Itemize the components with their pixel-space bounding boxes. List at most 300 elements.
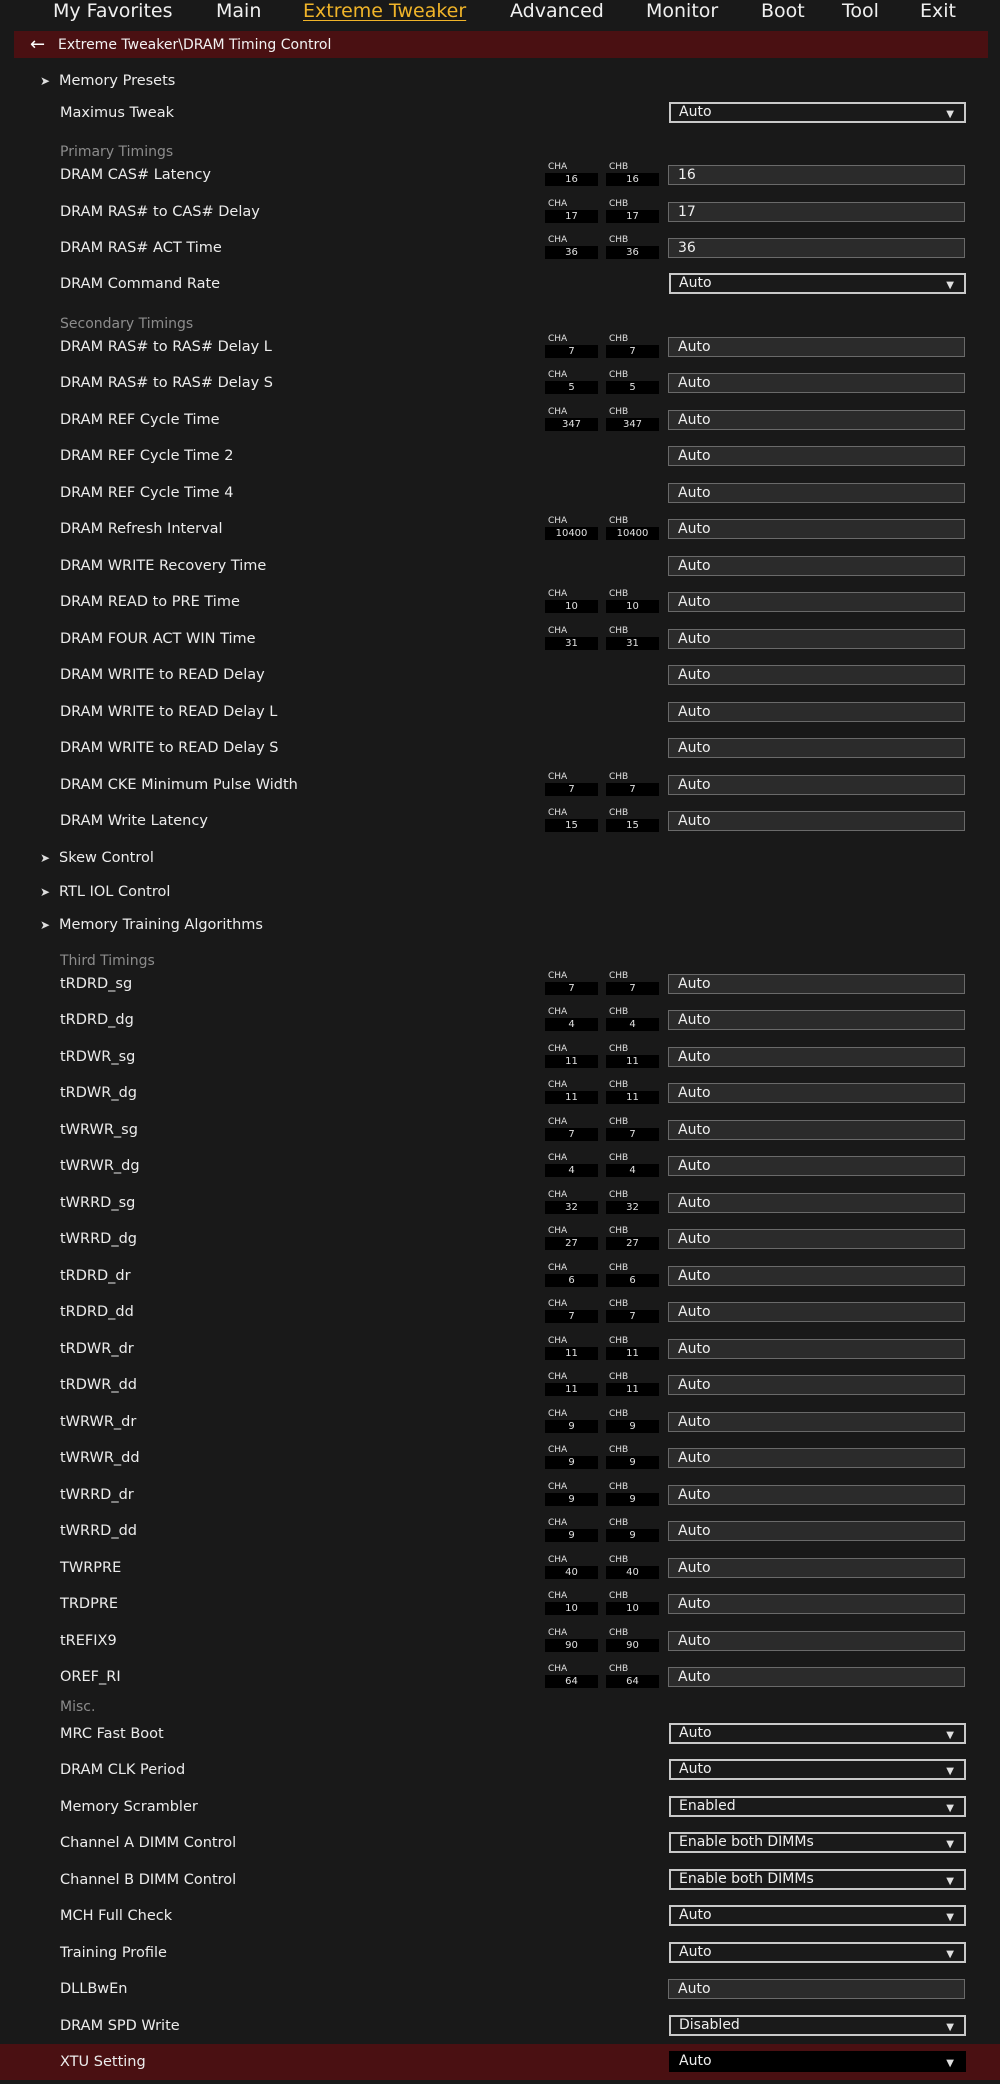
- channel-b-label: CHB: [609, 1445, 629, 1455]
- channel-b-readout: [606, 235, 659, 260]
- setting-row-dram-command-rate[interactable]: [0, 266, 1000, 302]
- maximus-tweak-dropdown[interactable]: [669, 102, 966, 123]
- dram-write-to-read-delay-s-label: DRAM WRITE to READ Delay S: [60, 740, 279, 756]
- setting-row-dram-read-to-pre-time[interactable]: [0, 584, 1000, 620]
- setting-row-trdwr-sg[interactable]: [0, 1039, 1000, 1075]
- setting-row-mrc-fast-boot[interactable]: [0, 1716, 1000, 1752]
- dllbwen-input[interactable]: Auto: [668, 1979, 965, 1999]
- dram-command-rate-label: DRAM Command Rate: [60, 276, 221, 292]
- dram-clk-period-label: DRAM CLK Period: [60, 1762, 186, 1778]
- channel-b-label: CHB: [609, 1299, 629, 1309]
- channel-b-label: CHB: [609, 516, 629, 526]
- dram-cas-latency-label: DRAM CAS# Latency: [60, 167, 212, 183]
- dram-four-act-win-time-input[interactable]: Auto: [668, 629, 965, 649]
- setting-row-trdwr-dr[interactable]: [0, 1331, 1000, 1367]
- channel-a-label: CHA: [548, 1190, 568, 1200]
- setting-row-dllbwen[interactable]: [0, 1971, 1000, 2007]
- channel-b-label: CHB: [609, 1628, 629, 1638]
- setting-row-trdrd-dd[interactable]: [0, 1294, 1000, 1330]
- channel-b-label: CHB: [609, 772, 629, 782]
- channel-a-label: CHA: [548, 1518, 568, 1528]
- dram-write-latency-input[interactable]: Auto: [668, 811, 965, 831]
- channel-b-readout: [606, 407, 659, 432]
- setting-row-dram-clk-period[interactable]: [0, 1752, 1000, 1788]
- trdrd-sg-input[interactable]: Auto: [668, 974, 965, 994]
- channel-a-value: 40: [545, 1566, 598, 1579]
- channel-a-readout: [545, 1299, 598, 1324]
- setting-row-twrpre[interactable]: [0, 1550, 1000, 1586]
- mch-full-check-value: Auto: [679, 1907, 712, 1923]
- setting-row-trdrd-sg[interactable]: [0, 966, 1000, 1002]
- channel-b-label: CHB: [609, 1007, 629, 1017]
- channel-a-value: 10: [545, 600, 598, 613]
- dram-command-rate-dropdown[interactable]: [669, 273, 966, 294]
- trdpre-input[interactable]: Auto: [668, 1594, 965, 1614]
- channel-a-readout: [545, 1482, 598, 1507]
- channel-a-label: CHA: [548, 1591, 568, 1601]
- channel-b-readout: [606, 1591, 659, 1616]
- setting-row-twrwr-dr[interactable]: [0, 1404, 1000, 1440]
- channel-a-label: CHA: [548, 199, 568, 209]
- channel-a-label: CHA: [548, 1445, 568, 1455]
- channel-a-readout: [545, 407, 598, 432]
- channel-a-value: 11: [545, 1091, 598, 1104]
- setting-row-trdrd-dr[interactable]: [0, 1258, 1000, 1294]
- setting-row-dram-write-to-read-delay[interactable]: [0, 657, 1000, 693]
- channel-b-value: 10: [606, 1602, 659, 1615]
- memory-scrambler-dropdown[interactable]: [669, 1796, 966, 1817]
- setting-row-dram-cke-minimum-pulse-width[interactable]: [0, 767, 1000, 803]
- channel-a-readout: [545, 1555, 598, 1580]
- channel-a-readout: [545, 1591, 598, 1616]
- trdwr-dd-input[interactable]: Auto: [668, 1375, 965, 1395]
- channel-a-value: 16: [545, 173, 598, 186]
- dram-ref-cycle-time-2-input[interactable]: Auto: [668, 446, 965, 466]
- setting-row-dram-write-latency[interactable]: [0, 803, 1000, 839]
- channel-a-readout: [545, 808, 598, 833]
- channel-b-label: CHB: [609, 334, 629, 344]
- dram-ref-cycle-time-4-label: DRAM REF Cycle Time 4: [60, 485, 234, 501]
- dram-ref-cycle-time-4-input[interactable]: Auto: [668, 483, 965, 503]
- setting-row-skew-control[interactable]: [0, 840, 1000, 876]
- caret-down-icon: ▼: [946, 1730, 954, 1741]
- dram-ras-act-time-input[interactable]: 36: [668, 238, 965, 258]
- channel-b-dimm-control-value: Enable both DIMMs: [679, 1871, 814, 1887]
- setting-row-dram-write-recovery-time[interactable]: [0, 548, 1000, 584]
- dram-ras-to-ras-delay-l-input[interactable]: Auto: [668, 337, 965, 357]
- setting-row-trdpre[interactable]: [0, 1586, 1000, 1622]
- trdwr-dg-label: tRDWR_dg: [60, 1085, 137, 1101]
- channel-a-readout: [545, 235, 598, 260]
- channel-a-value: 11: [545, 1347, 598, 1360]
- channel-b-label: CHB: [609, 370, 629, 380]
- caret-down-icon: ▼: [946, 1912, 954, 1923]
- twrwr-dr-input[interactable]: Auto: [668, 1412, 965, 1432]
- channel-b-value: 9: [606, 1456, 659, 1469]
- channel-b-readout: [606, 1482, 659, 1507]
- channel-b-value: 15: [606, 819, 659, 832]
- dram-write-to-read-delay-input[interactable]: Auto: [668, 665, 965, 685]
- twrrd-dg-input[interactable]: Auto: [668, 1229, 965, 1249]
- dram-read-to-pre-time-label: DRAM READ to PRE Time: [60, 594, 240, 610]
- channel-a-label: CHA: [548, 235, 568, 245]
- channel-a-readout: [545, 971, 598, 996]
- channel-a-readout: [545, 1153, 598, 1178]
- setting-row-twrwr-sg[interactable]: [0, 1112, 1000, 1148]
- twrpre-input[interactable]: Auto: [668, 1558, 965, 1578]
- channel-a-value: 17: [545, 210, 598, 223]
- dram-clk-period-dropdown[interactable]: [669, 1759, 966, 1780]
- dram-ras-to-cas-delay-input[interactable]: 17: [668, 202, 965, 222]
- channel-a-value: 11: [545, 1055, 598, 1068]
- channel-a-label: CHA: [548, 1482, 568, 1492]
- trdrd-dd-label: tRDRD_dd: [60, 1304, 134, 1320]
- setting-row-twrrd-sg[interactable]: [0, 1185, 1000, 1221]
- twrrd-dg-label: tWRRD_dg: [60, 1231, 137, 1247]
- setting-row-mch-full-check[interactable]: [0, 1898, 1000, 1934]
- dram-refresh-interval-input[interactable]: Auto: [668, 519, 965, 539]
- channel-a-value: 9: [545, 1493, 598, 1506]
- channel-a-value: 4: [545, 1164, 598, 1177]
- channel-b-label: CHB: [609, 235, 629, 245]
- setting-row-dram-cas-latency[interactable]: [0, 157, 1000, 193]
- setting-row-dram-write-to-read-delay-l[interactable]: [0, 694, 1000, 730]
- trdwr-dr-input[interactable]: Auto: [668, 1339, 965, 1359]
- setting-row-twrwr-dd[interactable]: [0, 1440, 1000, 1476]
- channel-a-label: CHA: [548, 1299, 568, 1309]
- channel-b-readout: [606, 1190, 659, 1215]
- twrrd-dr-input[interactable]: Auto: [668, 1485, 965, 1505]
- oref-ri-label: OREF_RI: [60, 1669, 121, 1685]
- setting-row-dram-refresh-interval[interactable]: [0, 511, 1000, 547]
- oref-ri-input[interactable]: Auto: [668, 1667, 965, 1687]
- channel-b-value: 7: [606, 982, 659, 995]
- channel-b-label: CHB: [609, 162, 629, 172]
- channel-a-readout: [545, 1117, 598, 1142]
- maximus-tweak-value: Auto: [679, 104, 712, 120]
- trdrd-dd-input[interactable]: Auto: [668, 1302, 965, 1322]
- setting-row-dram-ras-to-ras-delay-l[interactable]: [0, 329, 1000, 365]
- channel-b-label: CHB: [609, 1482, 629, 1492]
- channel-b-readout: [606, 199, 659, 224]
- setting-row-training-profile[interactable]: [0, 1935, 1000, 1971]
- caret-down-icon: ▼: [946, 2022, 954, 2033]
- channel-b-label: CHB: [609, 589, 629, 599]
- caret-down-icon: ▼: [946, 1949, 954, 1960]
- channel-b-readout: [606, 1555, 659, 1580]
- caret-down-icon: ▼: [946, 280, 954, 291]
- caret-down-icon: ▼: [946, 109, 954, 120]
- setting-row-twrrd-dd[interactable]: [0, 1513, 1000, 1549]
- dram-write-recovery-time-input[interactable]: Auto: [668, 556, 965, 576]
- memory-training-algorithms-label: Memory Training Algorithms: [59, 917, 263, 933]
- channel-a-label: CHA: [548, 1044, 568, 1054]
- setting-row-twrrd-dg[interactable]: [0, 1221, 1000, 1257]
- setting-row-dram-ras-to-ras-delay-s[interactable]: [0, 365, 1000, 401]
- setting-row-maximus-tweak[interactable]: [0, 95, 1000, 131]
- channel-b-label: CHB: [609, 1117, 629, 1127]
- channel-a-readout: [545, 1664, 598, 1689]
- channel-a-value: 90: [545, 1639, 598, 1652]
- twrwr-dd-input[interactable]: Auto: [668, 1448, 965, 1468]
- channel-b-value: 17: [606, 210, 659, 223]
- channel-a-label: CHA: [548, 334, 568, 344]
- channel-a-value: 31: [545, 637, 598, 650]
- dram-ras-to-ras-delay-s-input[interactable]: Auto: [668, 373, 965, 393]
- channel-b-value: 32: [606, 1201, 659, 1214]
- twrrd-dd-input[interactable]: Auto: [668, 1521, 965, 1541]
- maximus-tweak-label: Maximus Tweak: [60, 105, 175, 121]
- channel-b-label: CHB: [609, 1190, 629, 1200]
- dram-write-to-read-delay-s-input[interactable]: Auto: [668, 738, 965, 758]
- channel-a-readout: [545, 1336, 598, 1361]
- channel-b-readout: [606, 971, 659, 996]
- mch-full-check-label: MCH Full Check: [60, 1908, 173, 1924]
- channel-a-label: CHA: [548, 1007, 568, 1017]
- channel-a-label: CHA: [548, 162, 568, 172]
- channel-b-label: CHB: [609, 1263, 629, 1273]
- channel-a-label: CHA: [548, 1226, 568, 1236]
- setting-row-rtl-iol-control[interactable]: [0, 874, 1000, 910]
- channel-a-label: CHA: [548, 1372, 568, 1382]
- channel-b-readout: [606, 1044, 659, 1069]
- training-profile-dropdown[interactable]: [669, 1942, 966, 1963]
- channel-a-readout: [545, 1226, 598, 1251]
- trdwr-sg-input[interactable]: Auto: [668, 1047, 965, 1067]
- channel-b-label: CHB: [609, 1336, 629, 1346]
- setting-row-twrwr-dg[interactable]: [0, 1148, 1000, 1184]
- channel-a-readout: [545, 370, 598, 395]
- setting-row-dram-four-act-win-time[interactable]: [0, 621, 1000, 657]
- caret-down-icon: ▼: [946, 1876, 954, 1887]
- channel-a-value: 27: [545, 1237, 598, 1250]
- chevron-right-icon: ➤: [40, 74, 51, 88]
- channel-b-label: CHB: [609, 1080, 629, 1090]
- channel-b-label: CHB: [609, 1555, 629, 1565]
- setting-row-dram-ref-cycle-time-4[interactable]: [0, 475, 1000, 511]
- channel-a-dimm-control-label: Channel A DIMM Control: [60, 1835, 237, 1851]
- dram-command-rate-value: Auto: [679, 275, 712, 291]
- channel-b-value: 4: [606, 1164, 659, 1177]
- channel-b-value: 11: [606, 1091, 659, 1104]
- xtu-setting-dropdown[interactable]: [669, 2051, 966, 2072]
- channel-a-value: 9: [545, 1456, 598, 1469]
- channel-b-readout: [606, 1263, 659, 1288]
- twrpre-label: TWRPRE: [60, 1560, 122, 1576]
- trdwr-dd-label: tRDWR_dd: [60, 1377, 137, 1393]
- channel-b-label: CHB: [609, 626, 629, 636]
- channel-a-label: CHA: [548, 1336, 568, 1346]
- channel-b-value: 10400: [606, 527, 659, 540]
- dram-write-to-read-delay-l-label: DRAM WRITE to READ Delay L: [60, 704, 278, 720]
- channel-a-label: CHA: [548, 808, 568, 818]
- channel-b-value: 7: [606, 345, 659, 358]
- memory-scrambler-value: Enabled: [679, 1798, 736, 1814]
- channel-a-value: 6: [545, 1274, 598, 1287]
- setting-row-memory-scrambler[interactable]: [0, 1789, 1000, 1825]
- setting-row-trdwr-dd[interactable]: [0, 1367, 1000, 1403]
- channel-b-dimm-control-dropdown[interactable]: [669, 1869, 966, 1890]
- channel-a-readout: [545, 1080, 598, 1105]
- setting-row-trdwr-dg[interactable]: [0, 1075, 1000, 1111]
- channel-b-label: CHB: [609, 808, 629, 818]
- dram-cke-minimum-pulse-width-input[interactable]: Auto: [668, 775, 965, 795]
- channel-a-readout: [545, 772, 598, 797]
- tab-extreme-tweaker[interactable]: Extreme Tweaker: [303, 0, 467, 22]
- channel-a-value: 32: [545, 1201, 598, 1214]
- channel-a-label: CHA: [548, 370, 568, 380]
- trefix9-input[interactable]: Auto: [668, 1631, 965, 1651]
- setting-row-dram-ras-act-time[interactable]: [0, 230, 1000, 266]
- setting-row-channel-a-dimm-control[interactable]: [0, 1825, 1000, 1861]
- channel-b-readout: [606, 1445, 659, 1470]
- setting-row-dram-ref-cycle-time[interactable]: [0, 402, 1000, 438]
- trdrd-dr-input[interactable]: Auto: [668, 1266, 965, 1286]
- channel-b-value: 4: [606, 1018, 659, 1031]
- channel-a-value: 347: [545, 418, 598, 431]
- back-arrow-icon[interactable]: ←: [30, 34, 46, 55]
- channel-a-value: 7: [545, 1310, 598, 1323]
- trdrd-sg-label: tRDRD_sg: [60, 976, 133, 992]
- setting-row-channel-b-dimm-control[interactable]: [0, 1862, 1000, 1898]
- channel-b-readout: [606, 772, 659, 797]
- channel-a-readout: [545, 1007, 598, 1032]
- setting-row-memory-presets[interactable]: [0, 63, 1000, 99]
- channel-b-readout: [606, 1518, 659, 1543]
- channel-a-dimm-control-dropdown[interactable]: [669, 1832, 966, 1853]
- channel-a-readout: [545, 1445, 598, 1470]
- setting-row-memory-training-algorithms[interactable]: [0, 907, 1000, 943]
- channel-b-readout: [606, 1372, 659, 1397]
- channel-b-readout: [606, 589, 659, 614]
- breadcrumb-path: Extreme Tweaker\DRAM Timing Control: [58, 36, 332, 53]
- mch-full-check-dropdown[interactable]: [669, 1905, 966, 1926]
- trdwr-dg-input[interactable]: Auto: [668, 1083, 965, 1103]
- channel-a-value: 7: [545, 345, 598, 358]
- dram-ras-to-cas-delay-label: DRAM RAS# to CAS# Delay: [60, 204, 260, 220]
- channel-a-value: 64: [545, 1675, 598, 1688]
- setting-row-dram-spd-write[interactable]: [0, 2008, 1000, 2044]
- setting-row-dram-ras-to-cas-delay[interactable]: [0, 194, 1000, 230]
- channel-b-readout: [606, 808, 659, 833]
- training-profile-value: Auto: [679, 1944, 712, 1960]
- channel-a-readout: [545, 1409, 598, 1434]
- dram-clk-period-value: Auto: [679, 1761, 712, 1777]
- channel-a-readout: [545, 334, 598, 359]
- dram-ref-cycle-time-input[interactable]: Auto: [668, 410, 965, 430]
- channel-a-label: CHA: [548, 1628, 568, 1638]
- channel-b-label: CHB: [609, 1153, 629, 1163]
- channel-b-label: CHB: [609, 971, 629, 981]
- channel-b-value: 7: [606, 1310, 659, 1323]
- channel-b-label: CHB: [609, 1409, 629, 1419]
- channel-b-value: 347: [606, 418, 659, 431]
- channel-a-value: 10400: [545, 527, 598, 540]
- channel-a-value: 7: [545, 982, 598, 995]
- channel-b-readout: [606, 370, 659, 395]
- channel-a-label: CHA: [548, 407, 568, 417]
- trdwr-dr-label: tRDWR_dr: [60, 1341, 134, 1357]
- channel-b-value: 11: [606, 1383, 659, 1396]
- mrc-fast-boot-dropdown[interactable]: [669, 1723, 966, 1744]
- channel-b-readout: [606, 162, 659, 187]
- setting-row-xtu-setting[interactable]: [0, 2044, 1000, 2080]
- channel-a-readout: [545, 589, 598, 614]
- channel-b-value: 7: [606, 1128, 659, 1141]
- trefix9-label: tREFIX9: [60, 1633, 117, 1649]
- tab-boot[interactable]: Boot: [761, 0, 805, 22]
- dram-write-to-read-delay-l-input[interactable]: Auto: [668, 702, 965, 722]
- channel-b-readout: [606, 516, 659, 541]
- channel-b-value: 90: [606, 1639, 659, 1652]
- tab-my-favorites[interactable]: My Favorites: [53, 0, 173, 22]
- channel-a-label: CHA: [548, 1080, 568, 1090]
- dram-refresh-interval-label: DRAM Refresh Interval: [60, 521, 223, 537]
- tab-exit[interactable]: Exit: [920, 0, 956, 22]
- caret-down-icon: ▼: [946, 2058, 954, 2069]
- twrwr-dg-label: tWRWR_dg: [60, 1158, 140, 1174]
- channel-b-label: CHB: [609, 1372, 629, 1382]
- xtu-setting-value: Auto: [679, 2053, 712, 2069]
- setting-row-twrrd-dr[interactable]: [0, 1477, 1000, 1513]
- twrwr-sg-input[interactable]: Auto: [668, 1120, 965, 1140]
- tab-advanced[interactable]: Advanced: [510, 0, 604, 22]
- channel-a-label: CHA: [548, 516, 568, 526]
- training-profile-label: Training Profile: [60, 1945, 167, 1961]
- channel-a-label: CHA: [548, 1117, 568, 1127]
- twrwr-dd-label: tWRWR_dd: [60, 1450, 140, 1466]
- tab-main[interactable]: Main: [216, 0, 262, 22]
- twrrd-sg-input[interactable]: Auto: [668, 1193, 965, 1213]
- setting-row-dram-write-to-read-delay-s[interactable]: [0, 730, 1000, 766]
- channel-b-readout: [606, 1336, 659, 1361]
- channel-b-readout: [606, 1628, 659, 1653]
- secondary-timings-label: Secondary Timings: [60, 316, 194, 332]
- tab-monitor[interactable]: Monitor: [646, 0, 719, 22]
- channel-a-value: 4: [545, 1018, 598, 1031]
- chevron-right-icon: ➤: [40, 885, 51, 899]
- channel-a-value: 36: [545, 246, 598, 259]
- setting-row-trefix9[interactable]: [0, 1623, 1000, 1659]
- channel-b-readout: [606, 1226, 659, 1251]
- setting-row-dram-ref-cycle-time-2[interactable]: [0, 438, 1000, 474]
- channel-b-readout: [606, 1117, 659, 1142]
- chevron-right-icon: ➤: [40, 918, 51, 932]
- dram-spd-write-dropdown[interactable]: [669, 2015, 966, 2036]
- dram-write-to-read-delay-label: DRAM WRITE to READ Delay: [60, 667, 265, 683]
- dram-read-to-pre-time-input[interactable]: Auto: [668, 592, 965, 612]
- channel-b-value: 64: [606, 1675, 659, 1688]
- tab-tool[interactable]: Tool: [842, 0, 879, 22]
- channel-b-readout: [606, 1007, 659, 1032]
- twrwr-dg-input[interactable]: Auto: [668, 1156, 965, 1176]
- dram-cas-latency-input[interactable]: 16: [668, 165, 965, 185]
- channel-b-value: 9: [606, 1493, 659, 1506]
- channel-a-readout: [545, 1190, 598, 1215]
- twrrd-sg-label: tWRRD_sg: [60, 1195, 136, 1211]
- channel-a-value: 11: [545, 1383, 598, 1396]
- channel-b-label: CHB: [609, 1226, 629, 1236]
- channel-b-readout: [606, 334, 659, 359]
- channel-a-label: CHA: [548, 626, 568, 636]
- trdrd-dg-input[interactable]: Auto: [668, 1010, 965, 1030]
- setting-row-trdrd-dg[interactable]: [0, 1002, 1000, 1038]
- channel-a-value: 7: [545, 1128, 598, 1141]
- channel-b-label: CHB: [609, 1044, 629, 1054]
- channel-b-value: 27: [606, 1237, 659, 1250]
- channel-a-value: 7: [545, 783, 598, 796]
- channel-a-readout: [545, 1518, 598, 1543]
